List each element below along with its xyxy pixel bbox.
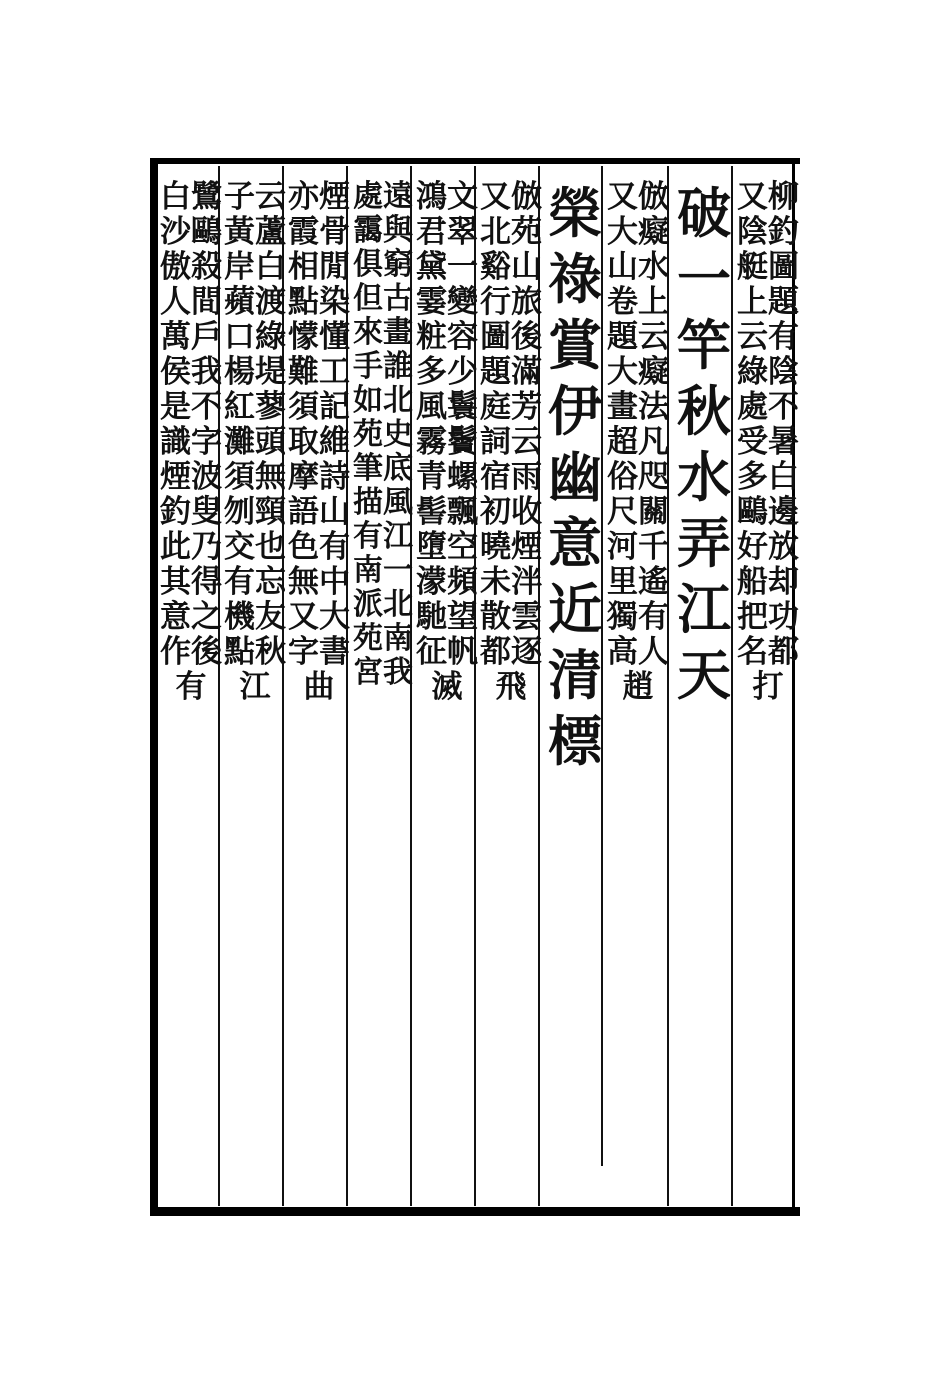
text-column-8: 亦煙霞骨相閒點染懞懂難工須記取維摩詩語山色有無中又大字書曲	[288, 179, 350, 705]
text-column-6: 鴻文君翠黛一霎變粧容多少風鬟霧鬢青螺髻飄墮空濛頻馳望征帆滅	[416, 179, 478, 705]
text-column-5: 又倣北苑谿山行旅圖後題滿庭芳詞云宿雨初收曉煙未泮散雲都逐飛	[480, 179, 542, 705]
text-column-9: 子云黃蘆岸白蘋渡口綠楊堤紅蓼灘頭須無刎頸交也有忘機友點秋江	[224, 179, 286, 705]
text-column-3: 又倣大癡山水卷上題云大癡畫法超凡俗咫尺關河千里遙獨有高人趙	[607, 179, 669, 705]
text-column-1: 又柳陰釣艇圖上題云有綠陰處不受暑多白鷗邊好放船却把功名都打	[737, 179, 799, 705]
text-column-10: 白鷺沙鷗傲殺人間萬戶侯我是不識字煙波釣叟此乃其得意之作後有	[160, 179, 222, 705]
frame-left-border	[150, 158, 158, 1216]
text-column-4: 榮祿賞伊幽意近清標	[548, 181, 602, 773]
text-column-7: 處遠靄與俱窮但古來畫手誰如北苑史筆底描風有江南一派北苑南宮我	[353, 179, 413, 690]
text-column-2: 破一竿秋水弄江天	[677, 181, 731, 707]
